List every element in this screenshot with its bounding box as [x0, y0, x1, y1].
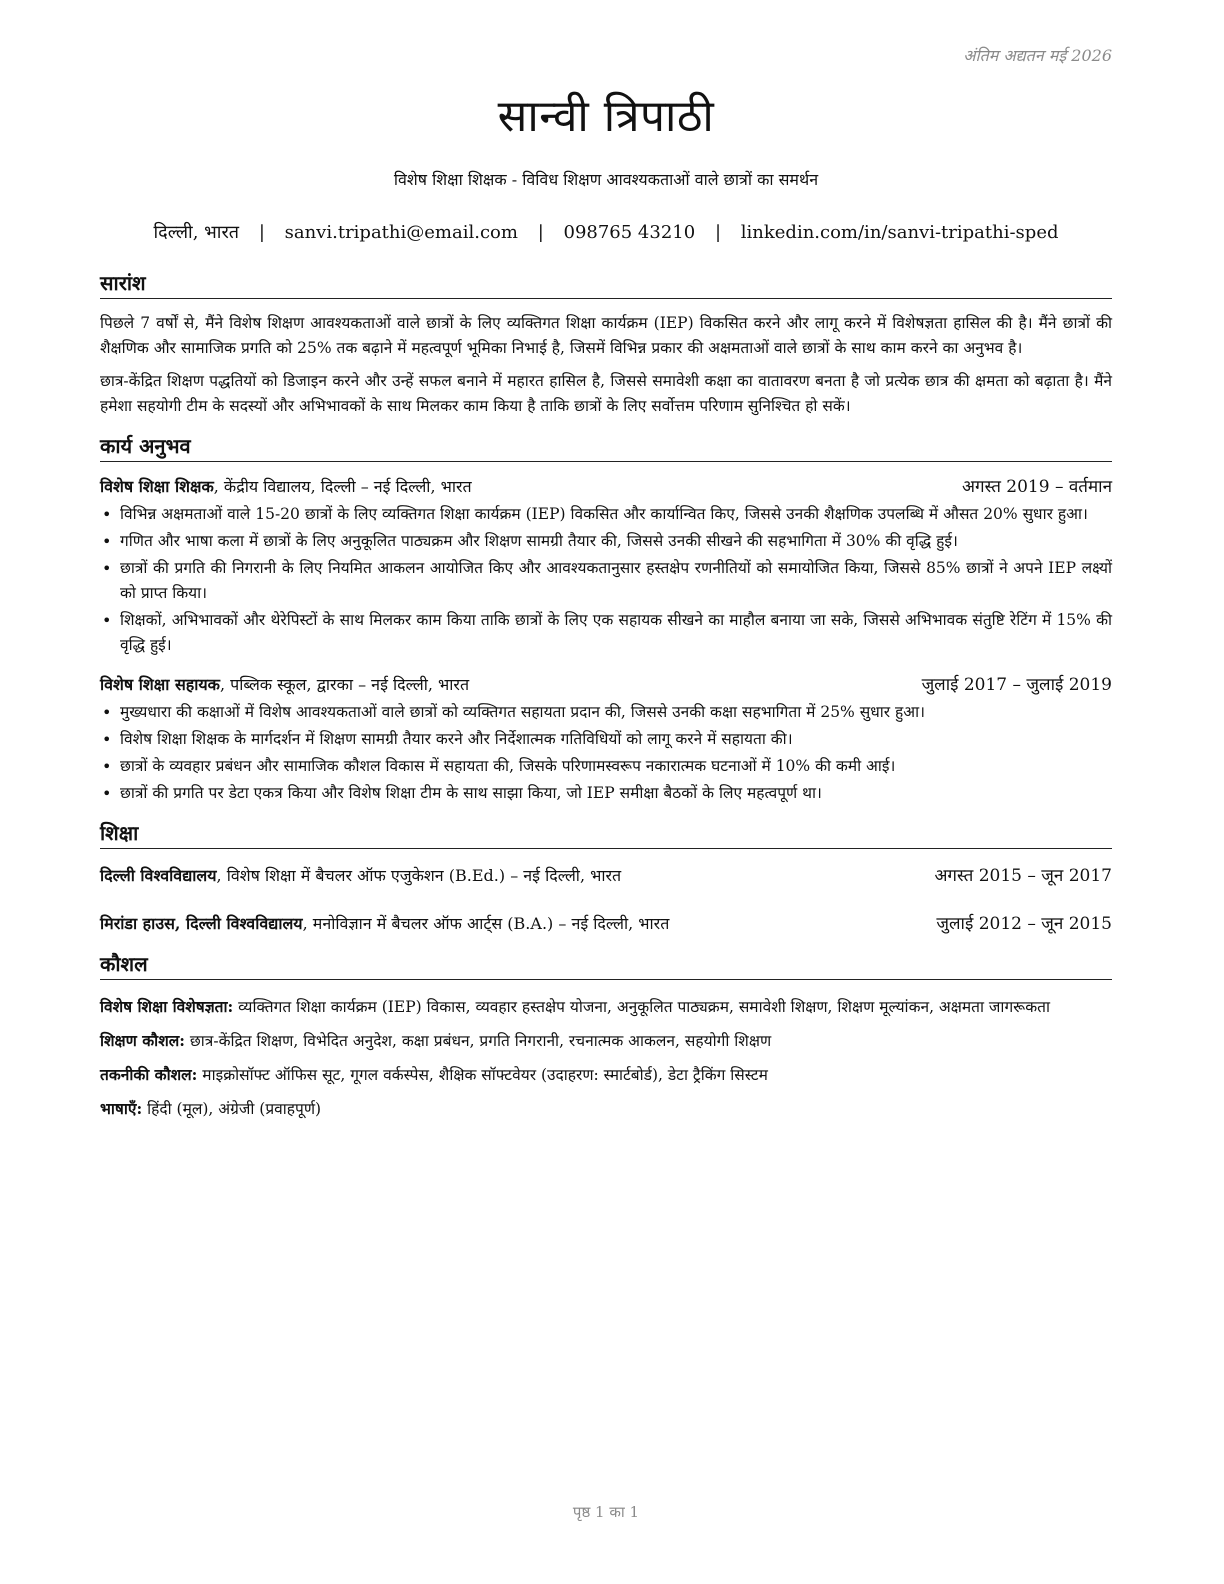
job-header: [100, 672, 1112, 698]
contact-separator: |: [714, 222, 722, 243]
resume-page: [100, 0, 1112, 1584]
summary-paragraph: पिछले 7 वर्षों से, मैंने विशेष शिक्षण आवश्यकताओं वाले छात्रों के लिए व्यक्तिगत शिक्षा कार्यक्रम (IEP) विकसित करने और लागू करने में विशेषज्ञता हासिल की है। मैंने छात्रों की शैक्षणिक और सामाजिक प्रगति को 25% तक बढ़ाने में महत्वपूर्ण भूमिका निभाई है, जिसमें विभिन्न प्रकार की अक्षमताओं वाले छात्रों के साथ काम करने का अनुभव है।: [100, 314, 1112, 357]
experience-section: [100, 433, 1112, 806]
education-entry: [100, 863, 1112, 889]
skill-row: [100, 994, 1112, 1020]
job-entry: [100, 672, 1112, 806]
list-item: • शिक्षकों, अभिभावकों और थेरेपिस्टों के साथ मिलकर काम किया ताकि छात्रों के लिए एक सहायक सीखने का माहौल बनाया जा सके, जिससे अभिभावक संतुष्टि रेटिंग में 15% की वृद्धि हुई।: [100, 608, 1112, 658]
contact-separator: |: [258, 222, 265, 243]
education-detail: , विशेष शिक्षा में बैचलर ऑफ एजुकेशन (B.Ed.) – नई दिल्ली, भारत: [216, 866, 622, 885]
skill-label: शिक्षण कौशल:: [100, 1031, 185, 1050]
job-title-line: [100, 474, 472, 500]
job-role: विशेष शिक्षा शिक्षक: [100, 477, 214, 496]
skill-value: माइक्रोसॉफ्ट ऑफिस सूट, गूगल वर्कस्पेस, शैक्षिक सॉफ्टवेयर (उदाहरण: स्मार्टबोर्ड), डेटा ट्रैकिंग सिस्टम: [197, 1066, 768, 1084]
section-title-education: शिक्षा: [100, 820, 1112, 849]
education-school: मिरांडा हाउस, दिल्ली विश्वविद्यालय: [100, 914, 303, 933]
education-dates: अगस्त 2015 – जून 2017: [934, 866, 1112, 886]
summary-paragraph: छात्र-केंद्रित शिक्षण पद्धतियों को डिजाइन करने और उन्हें सफल बनाने में महारत हासिल है, जिससे समावेशी कक्षा का वातावरण बनता है जो प्रत्येक छात्र की क्षमता को बढ़ाता है। मैंने हमेशा सहयोगी टीम के सदस्यों और अभिभावकों के साथ मिलकर काम किया है ताकि छात्रों के लिए सर्वोत्तम परिणाम सुनिश्चित हो सकें।: [100, 372, 1112, 415]
candidate-name: सान्वी त्रिपाठी: [497, 91, 715, 142]
contact-location: दिल्ली, भारत: [153, 222, 240, 243]
list-item: • छात्रों की प्रगति पर डेटा एकत्र किया और विशेष शिक्षा टीम के साथ साझा किया, जो IEP समीक्षा बैठकों के लिए महत्वपूर्ण था।: [100, 781, 1112, 806]
contact-phone[interactable]: 098765 43210: [563, 222, 696, 243]
job-dates: जुलाई 2017 – जुलाई 2019: [921, 675, 1112, 695]
list-item: • विशेष शिक्षा शिक्षक के मार्गदर्शन में शिक्षण सामग्री तैयार करने और निर्देशात्मक गतिविधियों को लागू करने में सहायता की।: [100, 727, 1112, 752]
list-item: • मुख्यधारा की कक्षाओं में विशेष आवश्यकताओं वाले छात्रों को व्यक्तिगत सहायता प्रदान की, जिससे उनकी कक्षा सहभागिता में 25% सुधार हुआ।: [100, 700, 1112, 725]
job-header: [100, 474, 1112, 500]
headline: विशेष शिक्षा शिक्षक - विविध शिक्षण आवश्यकताओं वाले छात्रों का समर्थन: [393, 170, 819, 189]
education-section: [100, 820, 1112, 937]
skill-value: छात्र-केंद्रित शिक्षण, विभेदित अनुदेश, कक्षा प्रबंधन, प्रगति निगरानी, रचनात्मक आकलन, सहयोगी शिक्षण: [184, 1032, 772, 1050]
job-org: , पब्लिक स्कूल, द्वारका – नई दिल्ली, भारत: [219, 675, 470, 694]
skill-row: [100, 1062, 1112, 1088]
job-org: , केंद्रीय विद्यालय, दिल्ली – नई दिल्ली, भारत: [213, 477, 472, 496]
list-item: • गणित और भाषा कला में छात्रों के लिए अनुकूलित पाठ्यक्रम और शिक्षण सामग्री तैयार की, जिससे उनकी सीखने की सहभागिता में 30% की वृद्धि हुई।: [100, 529, 1112, 554]
skill-row: [100, 1096, 1112, 1122]
skill-value: हिंदी (मूल), अंग्रेजी (प्रवाहपूर्ण): [142, 1100, 322, 1118]
skills-section: [100, 951, 1112, 1122]
list-item: • छात्रों के व्यवहार प्रबंधन और सामाजिक कौशल विकास में सहायता की, जिसके परिणामस्वरूप नकारात्मक घटनाओं में 10% की कमी आई।: [100, 754, 1112, 779]
job-role: विशेष शिक्षा सहायक: [100, 675, 220, 694]
education-dates: जुलाई 2012 – जून 2015: [936, 914, 1112, 934]
page-number: पृष्ठ 1 का 1: [572, 1503, 640, 1521]
job-bullets: [100, 502, 1112, 658]
summary-section: [100, 270, 1112, 419]
skill-label: तकनीकी कौशल:: [100, 1065, 198, 1084]
contact-email[interactable]: sanvi.tripathi@email.com: [284, 222, 518, 243]
resume-content: [100, 270, 1112, 1122]
job-title-line: [100, 672, 469, 698]
education-school: दिल्ली विश्वविद्यालय: [100, 866, 217, 885]
job-dates: अगस्त 2019 – वर्तमान: [962, 477, 1112, 497]
section-title-summary: सारांश: [100, 270, 1112, 299]
skill-label: भाषाएँ:: [100, 1099, 143, 1118]
skill-row: [100, 1028, 1112, 1054]
job-entry: [100, 474, 1112, 658]
section-title-skills: कौशल: [100, 951, 1112, 980]
contact-linkedin[interactable]: linkedin.com/in/sanvi-tripathi-sped: [740, 222, 1059, 243]
skill-label: विशेष शिक्षा विशेषज्ञता:: [100, 997, 234, 1016]
last-updated: अंतिम अद्यतन मई 2026: [963, 46, 1112, 65]
education-entry: [100, 911, 1112, 937]
education-line: [100, 863, 621, 889]
education-line: [100, 911, 669, 937]
list-item: • विभिन्न अक्षमताओं वाले 15-20 छात्रों के लिए व्यक्तिगत शिक्षा कार्यक्रम (IEP) विकसित और कार्यान्वित किए, जिससे उनकी शैक्षणिक उपलब्धि में औसत 20% सुधार हुआ।: [100, 502, 1112, 527]
contact-separator: |: [537, 222, 544, 243]
contact-line: [100, 220, 1112, 244]
skill-value: व्यक्तिगत शिक्षा कार्यक्रम (IEP) विकास, व्यवहार हस्तक्षेप योजना, अनुकूलित पाठ्यक्रम, समावेशी शिक्षण, शिक्षण मूल्यांकन, अक्षमता जागरूकता: [233, 998, 1050, 1016]
section-title-experience: कार्य अनुभव: [100, 433, 1112, 462]
education-detail: , मनोविज्ञान में बैचलर ऑफ आर्ट्स (B.A.) – नई दिल्ली, भारत: [302, 914, 670, 933]
job-bullets: [100, 700, 1112, 806]
list-item: • छात्रों की प्रगति की निगरानी के लिए नियमित आकलन आयोजित किए और आवश्यकतानुसार हस्तक्षेप रणनीतियों को समायोजित किया, जिससे 85% छात्रों ने अपने IEP लक्ष्यों को प्राप्त किया।: [100, 556, 1112, 606]
